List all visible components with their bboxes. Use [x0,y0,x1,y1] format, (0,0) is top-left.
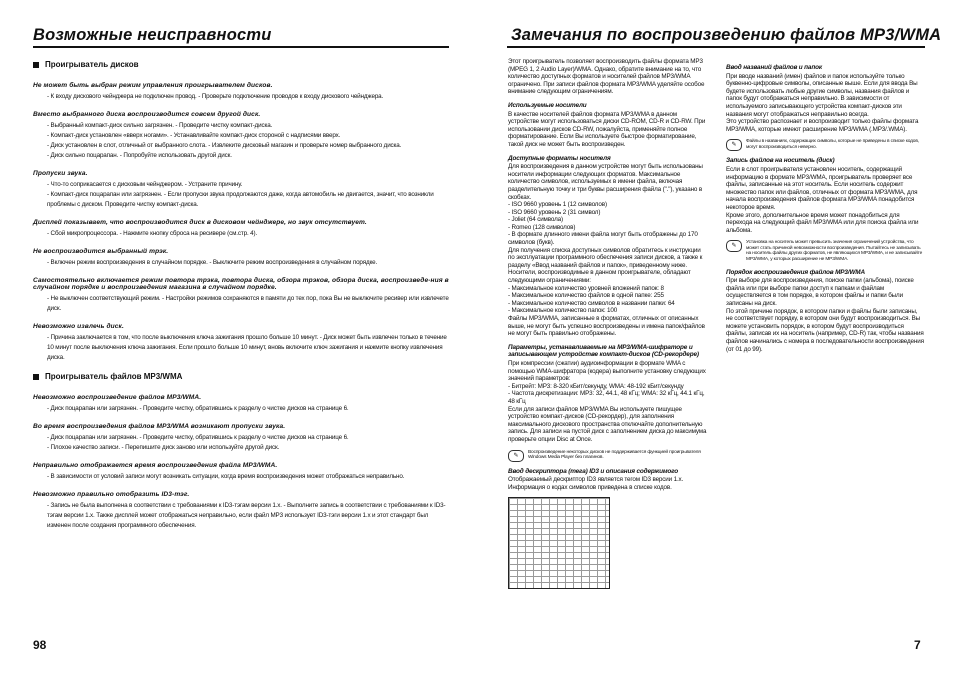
note [508,450,708,462]
problem-heading: Не воспроизводится выбранный трэк. [33,248,169,255]
page-title: Возможные неисправности [33,26,272,44]
section-heading [33,60,453,69]
page-number: 7 [914,638,921,652]
remedy-line: - Включен режим воспроизведения в случайном порядке. - Выключите режим воспроизведения в случайном порядке. [47,259,378,266]
remedy-line: - Компакт-диск поцарапан или загрязнен. - Если пропуски звука продолжаются даже, когда автомобиль не двигается, значит, что возникли проблемы с диском. Проведите чистку компакт-диска. [47,191,434,208]
note-icon: ✎ [508,450,524,462]
problem-item [33,248,453,268]
problem-heading: Не может быть выбран режим управления проигрывателем дисков. [33,82,273,89]
remedy-line: - Причина заключается в том, что после выключения ключа зажигания прошло больше 10 минут. - Диск может быть извлечен только в течение 10 минут после выключения ключа зажигания. Если прошло больше 10 минут, вновь включите ключ зажигания и нажмите кнопку извлечения диска. [47,334,447,361]
notes-column-2 [726,58,924,353]
remedy-line: - Диск сильно поцарапан. - Попробуйте использовать другой диск. [47,152,232,159]
notes-column-1 [508,58,708,589]
subsection-heading: Используемые носители [508,101,587,109]
paragraph: Если в слот проигрывателя установлен носитель, содержащий информацию в формате MP3/WMA, проигрыватель проверяет все файлы, записанные на этот носитель. Если носитель содержит множество папок или файлов, отличных от формата MP3/WMA, для начала воспроизведения файлов формата MP3/WMA понадобится некоторое время. Кроме этого, дополнительное время может понадобиться для перехода на следующий файл MP3/WMA или для поиска файла или альбома. [726,165,919,234]
paragraph: При компрессии (сжатии) аудиоинформации в формате WMA с помощью WMA-шифратора (кодера) выполните установку следующих значений параметров: - Битрейт: MP3: 8-320 кБит/секунду, WMA: 48-192 кБит/секунду - Частота дискретизации: MP3: 32, 44.1, 48 кГц; WMA: 32 кГц, 44.1 кГц, 48 кГц Если для записи файлов MP3/WMA Вы используете пишущее устройство компакт-дисков (CD-рекордер), для заполнения максимального дискового пространства отключайте дополнительную запись. Для записи на пустой диск с заполнением диска до максимума проверьте опции Disc at Once. [508,359,707,443]
problem-heading: Невозможно воспроизведение файлов MP3/WMA. [33,394,202,401]
problem-item [33,170,453,210]
remedy-line: - Диск поцарапан или загрязнен. - Проведите чистку, обратившись к разделу о чистке дисков на странице 6. [47,434,349,441]
note [726,240,924,262]
remedy-line: - Что-то соприкасается с дисковым чейнджером. - Устраните причину. [47,181,243,188]
section-heading-text: Проигрыватель файлов MP3/WMA [45,372,183,381]
problem-heading: Во время воспроизведения файлов MP3/WMA возникают пропуски звука. [33,423,286,430]
paragraph: Этот проигрыватель позволяет воспроизводить файлы формата MP3 (MPEG 1, 2 Audio Layer)/WMA. Однако, обратите внимание на то, что количество доступных форматов и носителей файлов MP3/WMA ограничено. При записи файлов формата MP3/WMA уделяйте особое внимание следующим ограничениям. [508,58,705,96]
page-number: 98 [33,638,47,652]
remedy-line: - Выбранный компакт-диск сильно загрязнен. - Проведите чистку компакт-диска. [47,122,273,129]
remedy-line: - Сбой микропроцессора. - Нажмите кнопку сброса на ресивере (см.стр. 4). [47,230,258,237]
subsection-heading: Доступные форматы носителя [508,154,611,162]
problem-item [33,394,453,414]
problem-heading: Неправильно отображается время воспроизведения файла MP3/WMA. [33,462,278,469]
note-icon: ✎ [726,139,742,151]
problem-heading: Невозможно извлечь диск. [33,323,124,330]
note-text: Воспроизведение некоторых дисков не поддерживается функцией проигрывателя Windows Media Player без плагинов. [528,449,701,461]
paragraph: Для воспроизведения в данном устройстве могут быть использованы носители информации следующих форматов. Максимальное количество символов, используемых в имени файла, включая разделительную точку и три буквы расширения файла ("."), указано в скобках. - ISO 9660 уровень 1 (12 символов) - ISO 9660 уровень 2 (31 символ) - Joliet (64 символа) - Romeo (128 символов) - В формате длинного имени файла могут быть отображены до 170 символов (букв). Для получения списка доступных символов обратитесь к инструкции по эксплуатации программного обеспечения записи дисков, а также к разделу «Ввод названий файлов и папок», приведенному ниже. Носители, воспроизводимые в данном проигрывателе, обладают следующими ограничениями: - Максимальное количество уровней вложений папок: 8 - Максимальное количество файлов в одной папке: 255 - Максимальное количество символов в названии папки: 64 - Максимальное количество папок: 100 Файлы MP3/WMA, записанные в форматах, отличных от описанных выше, не могут быть успешно воспроизведены и имена папок/файлов не могут быть правильно отображены. [508,163,705,338]
problem-item [33,219,453,239]
subsection-heading: Порядок воспроизведения файлов MP3/WMA [726,268,865,276]
subsection-heading: Параметры, устанавливаемые на MP3/WMA-шифраторе и записывающем устройстве компакт-дисков (CD-рекордере) [508,343,699,359]
bullet-square-icon [33,62,39,68]
problem-heading: Вместо выбранного диска воспроизводится совсем другой диск. [33,111,261,118]
remedy-line: - Компакт-диск установлен «вверх ногами». - Устанавливайте компакт-диск стороной с надписями вверх. [47,132,341,139]
problem-heading: Пропуски звука. [33,170,88,177]
problem-item [33,111,453,161]
note [726,139,924,151]
section-heading-text: Проигрыватель дисков [45,60,139,69]
problem-item [33,323,453,363]
section-heading [33,372,453,381]
subsection-heading: Запись файлов на носитель (диск) [726,157,835,165]
problem-item [33,462,453,482]
remedy-line: - К входу дискового чейнджера не подключен провод. - Проверьте подключение проводов к входу дискового чейнджера. [47,93,384,100]
paragraph: В качестве носителей файлов формата MP3/WMA в данном устройстве могут использоваться диски CD-ROM, CD-R и CD-RW. При использовании дисков CD-RW, пожалуйста, применяйте полное форматирование. Если Вы используете быстрое форматирование, такой диск не может быть воспроизведен. [508,110,706,148]
paragraph: Отображаемый дескриптор ID3 является тегом ID3 версии 1.х. Информация о кодах символов приведена в списке кодов. [508,476,684,491]
problem-item [33,277,453,314]
paragraph: При выборе для воспроизведения, поиске папки (альбома), поиске файла или при выборе папки доступ к папкам и файлам осуществляется в том порядке, в котором файлы и папки были записаны на диск. По этой причине порядок, в котором папки и файлы были записаны, не соответствует порядку, в котором они будут воспроизводиться. Вы можете установить порядок, в котором будут воспроизводиться файлы, записав их на носитель (например, CD-R) так, чтобы названия файлов начинались с номера в последовательности воспроизведения (от 01 до 99). [726,277,924,353]
note-text: Файлы в названиях, содержащих символы, которые не приведены в списке кодов, могут воспроизводиться неверно. [746,139,919,150]
problem-item [33,423,453,453]
character-code-table [508,497,610,589]
subsection-heading: Ввод названий файлов и папок [726,64,822,71]
right-page [477,0,954,675]
title-rule [33,46,449,48]
bullet-square-icon [33,374,39,380]
remedy-line: - В зависимости от условий записи могут возникать ситуации, когда время воспроизведения может отображаться неправильно. [47,473,405,480]
problem-heading: Невозможно правильно отобразить ID3-тэг. [33,491,190,498]
remedy-line: - Не выключен соответствующий режим. - Настройки режимов сохраняются в памяти до тех пор, пока Вы не выключите ресивер или извлечете диск. [47,295,449,312]
note-text: Установка на носитель может превысить значения ограничений устройства, что может стать причиной невозможности воспроизведения. Пытайтесь не записывать на носитель файлы других форматов, не являющихся MP3/WMA, и не записывайте MP3/WMA, у которых расширение не MP3/WMA. [746,240,923,263]
title-rule [507,46,925,48]
subsection-heading: Ввод дескриптора (тега) ID3 и описания содержимого [508,467,679,475]
remedy-line: - Диск поцарапан или загрязнен. - Проведите чистку, обратившись к разделу о чистке дисков на странице 6. [47,405,349,412]
remedy-line: - Запись не была выполнена в соответствии с требованиями к ID3-тэгам версии 1.х. - Выполните запись в соответствии с требованиями к ID3-тэгам версии 1.х. Также дисплей может отображаться неправильно, если файл MP3 использует ID3-тэги версии 1.х и этот стандарт был изменен после создания программного обеспечения. [47,502,446,529]
troubleshooting-column [33,60,453,540]
paragraph: При вводе названий (имен) файлов и папок используйте только буквенно-цифровые символы, описанные выше. Если для ввода Вы будете использовать любые другие символы, названия файлов и папок будут отображаться неправильно. В зависимости от используемого записывающего устройства компакт-дисков эти названия могут отображаться неправильно всегда. Это устройство распознает и воспроизводит только файлы формата MP3/WMA, которые имеют расширение MP3/WMA (.MP3/.WMA). [726,72,919,133]
problem-item [33,82,453,102]
page-title: Замечания по воспроизведению файлов MP3/WMA [511,26,942,44]
note-icon: ✎ [726,240,742,252]
problem-item [33,491,453,531]
problem-heading: Дисплей показывает, что воспроизводится диск в дисковом чейнджере, но звук отсутствует. [33,219,367,226]
problem-heading: Самостоятельно включается режим повтора трэка, повтора диска, обзора трэков, обзора диска, воспроизведе-ния в случайном порядке и воспроизведения магазина в случайном порядке. [33,277,449,291]
remedy-line: - Плохое качество записи. - Перепишите диск заново или используйте другой диск. [47,444,280,451]
remedy-line: - Диск установлен в слот, отличный от выбранного слота. - Извлеките дисковый магазин и проверьте номер выбранного диска. [47,142,402,149]
